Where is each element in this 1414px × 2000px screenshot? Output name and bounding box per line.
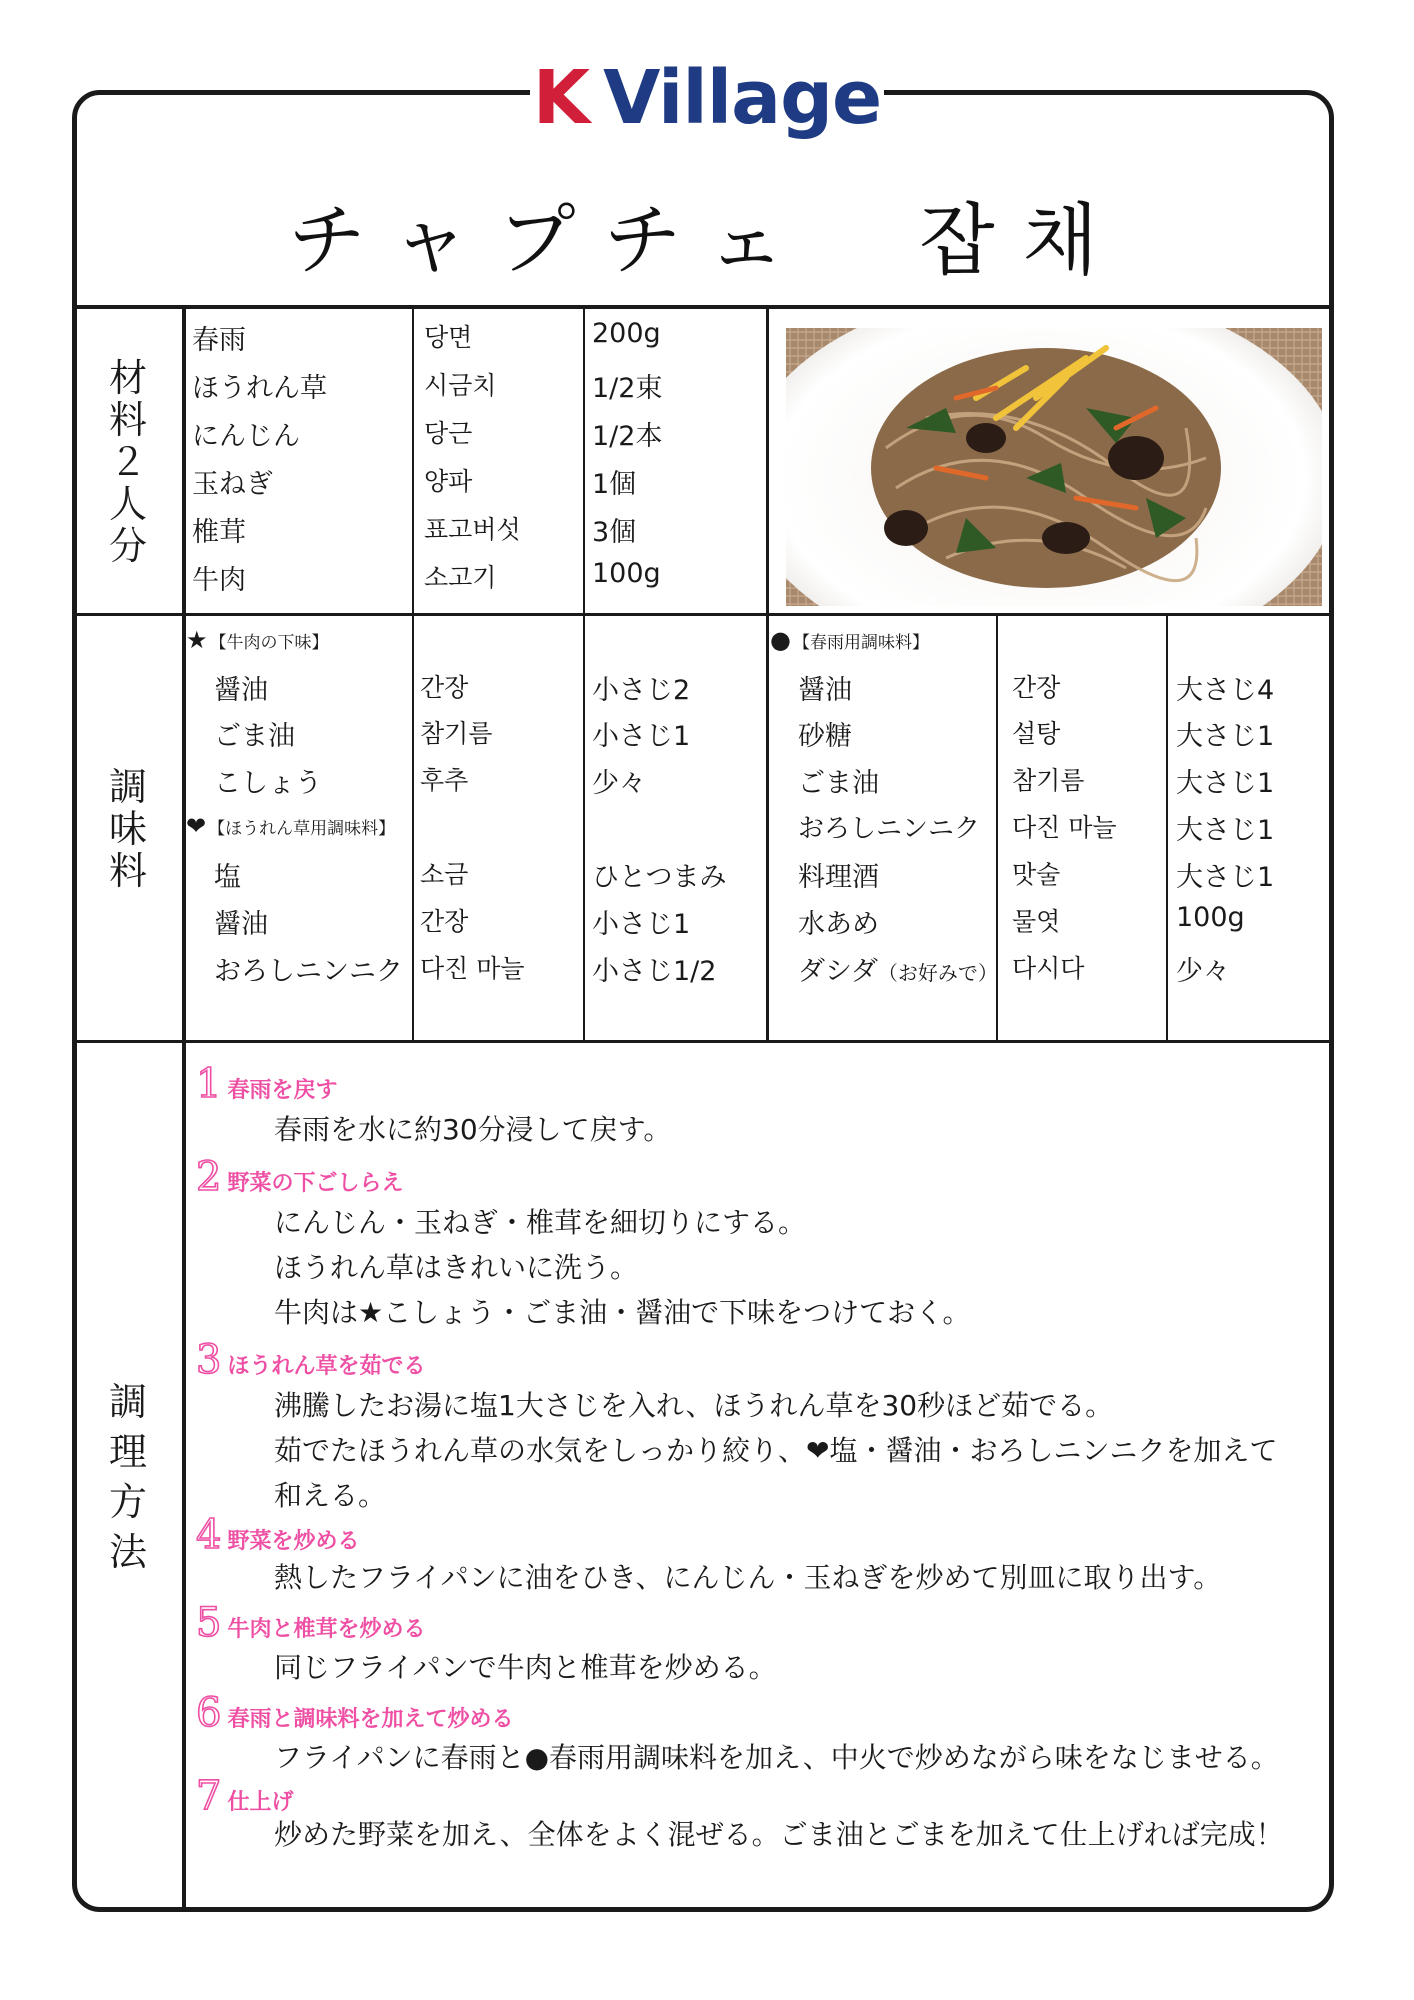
seasoning-label-char: 調 [108, 764, 147, 809]
seasoning-ko: 참기름 [1012, 766, 1085, 795]
brand-logo-village: Village [603, 55, 882, 141]
seasoning-ja-with-note [798, 949, 998, 988]
seasoning-ko: 물엿 [1012, 907, 1061, 936]
ingredient-qty: 200g [592, 318, 661, 349]
ingredient-ja: 牛肉 [192, 565, 246, 596]
step-title-text: 春雨と調味料を加えて炒める [227, 1707, 514, 1732]
seasoning-ja: 塩 [214, 862, 241, 893]
spinach-seasoning-label: 【ほうれん草用調味料】 [208, 819, 396, 839]
step-title-text: 仕上げ [227, 1790, 294, 1815]
ingredient-ja: 春雨 [192, 325, 246, 356]
ingredients-label-char: 料 [108, 397, 147, 442]
ingredient-ja: 玉ねぎ [192, 469, 273, 500]
seasoning-label-char: 味 [108, 806, 147, 851]
ingredient-ko: 당근 [424, 419, 473, 448]
step-text: 春雨を水に約30分浸して戻す。 [274, 1113, 672, 1146]
seasoning-ja: おろしニンニク [214, 956, 403, 987]
seasoning-ja: おろしニンニク [798, 814, 981, 844]
step-text: 熱したフライパンに油をひき、にんじん・玉ねぎを炒めて別皿に取り出す。 [274, 1561, 1222, 1594]
circle-icon: ● [770, 626, 791, 654]
method-label [76, 1043, 180, 1911]
step-title [196, 1773, 294, 1819]
ingredient-ko: 소고기 [424, 563, 497, 592]
divider [74, 1040, 1332, 1043]
step-title [196, 1337, 426, 1383]
ingredient-qty: 1/2本 [592, 421, 663, 452]
brand-logo [530, 48, 884, 148]
step-title [196, 1512, 360, 1558]
seasoning-qty: 少々 [592, 768, 646, 799]
japchae-image [786, 328, 1322, 606]
ingredient-ja: 椎茸 [192, 517, 246, 548]
divider [583, 307, 585, 1041]
beef-marinade-header [186, 626, 329, 654]
ingredient-qty: 1/2束 [592, 373, 663, 404]
page-title: チャプチェ 잡채 [287, 196, 1127, 286]
seasoning-ko: 맛술 [1012, 860, 1061, 889]
step-text: 茹でたほうれん草の水気をしっかり絞り、❤塩・醤油・おろしニンニクを加えて [274, 1434, 1278, 1467]
seasoning-ja: こしょう [214, 768, 322, 799]
ingredient-qty: 3個 [592, 517, 637, 548]
seasoning-ja: 砂糖 [798, 721, 852, 752]
divider [182, 307, 186, 1910]
step-title-text: 野菜の下ごしらえ [227, 1171, 404, 1196]
step-text: 同じフライパンで牛肉と椎茸を炒める。 [274, 1651, 777, 1684]
seasoning-qty: 100g [1176, 902, 1245, 933]
step-title-text: 牛肉と椎茸を炒める [227, 1617, 426, 1642]
dish-photo [786, 328, 1322, 606]
seasoning-label [76, 617, 180, 1040]
step-number: 4 [196, 1512, 222, 1558]
seasoning-ja: 醤油 [798, 675, 852, 706]
seasoning-ko: 간장 [1012, 673, 1061, 702]
step-number: 1 [196, 1061, 222, 1107]
seasoning-ja: ごま油 [214, 721, 295, 752]
seasoning-ja: 水あめ [798, 909, 879, 940]
seasoning-qty: 小さじ1 [592, 721, 691, 752]
seasoning-qty: 小さじ1 [592, 909, 691, 940]
ingredients-label-char: 分 [108, 523, 147, 568]
seasoning-qty: 大さじ1 [1176, 721, 1275, 752]
ingredient-qty: 100g [592, 558, 661, 589]
seasoning-qty: 大さじ1 [1176, 815, 1275, 846]
step-title [196, 1061, 338, 1107]
seasoning-qty: 大さじ1 [1176, 768, 1275, 799]
step-number: 6 [196, 1690, 222, 1736]
seasoning-label-char: 料 [108, 848, 147, 893]
step-text: にんじん・玉ねぎ・椎茸を細切りにする。 [274, 1206, 807, 1239]
divider [766, 307, 769, 1041]
step-title-text: 春雨を戻す [227, 1078, 338, 1103]
seasoning-qty: 小さじ2 [592, 675, 691, 706]
seasoning-qty: 大さじ4 [1176, 675, 1275, 706]
step-title [196, 1690, 514, 1736]
step-number: 5 [196, 1600, 222, 1646]
divider [1166, 614, 1168, 1041]
seasoning-ja: 料理酒 [798, 862, 879, 893]
ingredient-ko: 당면 [424, 323, 473, 352]
noodle-seasoning-label: 【春雨用調味料】 [792, 633, 929, 653]
method-label-char: 方 [108, 1480, 147, 1524]
step-text: 炒めた野菜を加え、全体をよく混ぜる。ごま油とごまを加えて仕上げれば完成！ [274, 1818, 1284, 1851]
seasoning-qty: 小さじ1/2 [592, 956, 717, 987]
noodle-seasoning-header [770, 626, 929, 654]
seasoning-ko: 간장 [420, 673, 469, 702]
divider [74, 613, 1332, 616]
step-number: 7 [196, 1773, 222, 1819]
divider [412, 307, 414, 1041]
ingredients-label [76, 310, 180, 613]
step-text: フライパンに春雨と●春雨用調味料を加え、中火で炒めながら味をなじませる。 [274, 1741, 1279, 1774]
step-text: 和える。 [274, 1479, 387, 1512]
seasoning-ja: ダシダ [798, 956, 878, 987]
heart-icon: ❤ [186, 812, 207, 840]
seasoning-qty: ひとつまみ [592, 862, 727, 893]
beef-marinade-label: 【牛肉の下味】 [209, 633, 329, 653]
ingredients-label-char: ２ [108, 439, 147, 484]
brand-logo-k: K [532, 55, 590, 141]
ingredients-label-char: 人 [108, 481, 147, 526]
seasoning-ko: 소금 [420, 860, 469, 889]
seasoning-ja: 醤油 [214, 909, 268, 940]
seasoning-ko: 다진 마늘 [1012, 813, 1117, 842]
step-text: ほうれん草はきれいに洗う。 [274, 1251, 639, 1284]
divider [74, 305, 1332, 309]
ingredient-ko: 시금치 [424, 371, 497, 400]
step-text: 牛肉は★こしょう・ごま油・醤油で下味をつけておく。 [274, 1296, 971, 1329]
ingredient-ja: ほうれん草 [192, 373, 327, 404]
seasoning-ko: 참기름 [420, 719, 493, 748]
star-icon: ★ [186, 626, 208, 654]
ingredient-qty: 1個 [592, 469, 637, 500]
step-number: 2 [196, 1154, 222, 1200]
step-title [196, 1600, 426, 1646]
ingredient-ko: 양파 [424, 467, 473, 496]
seasoning-qty: 大さじ1 [1176, 862, 1275, 893]
spinach-seasoning-header [186, 812, 395, 840]
seasoning-ko: 후추 [420, 766, 469, 795]
method-label-char: 調 [108, 1380, 147, 1424]
ingredient-ja: にんじん [192, 421, 300, 452]
step-number: 3 [196, 1337, 222, 1383]
seasoning-ja: 醤油 [214, 675, 268, 706]
seasoning-note: （お好みで） [877, 961, 998, 985]
method-label-char: 法 [108, 1530, 147, 1574]
seasoning-qty: 少々 [1176, 956, 1230, 987]
seasoning-ko: 설탕 [1012, 719, 1061, 748]
ingredients-label-char: 材 [108, 355, 147, 400]
step-title [196, 1154, 404, 1200]
step-title-text: ほうれん草を茹でる [227, 1354, 426, 1379]
seasoning-ja: ごま油 [798, 768, 879, 799]
step-title-text: 野菜を炒める [227, 1529, 360, 1554]
step-text: 沸騰したお湯に塩1大さじを入れ、ほうれん草を30秒ほど茹でる。 [274, 1389, 1114, 1422]
seasoning-ko: 다진 마늘 [420, 954, 525, 983]
seasoning-ko: 간장 [420, 907, 469, 936]
seasoning-ko: 다시다 [1012, 954, 1085, 983]
method-label-char: 理 [108, 1430, 147, 1474]
ingredient-ko: 표고버섯 [424, 515, 521, 544]
